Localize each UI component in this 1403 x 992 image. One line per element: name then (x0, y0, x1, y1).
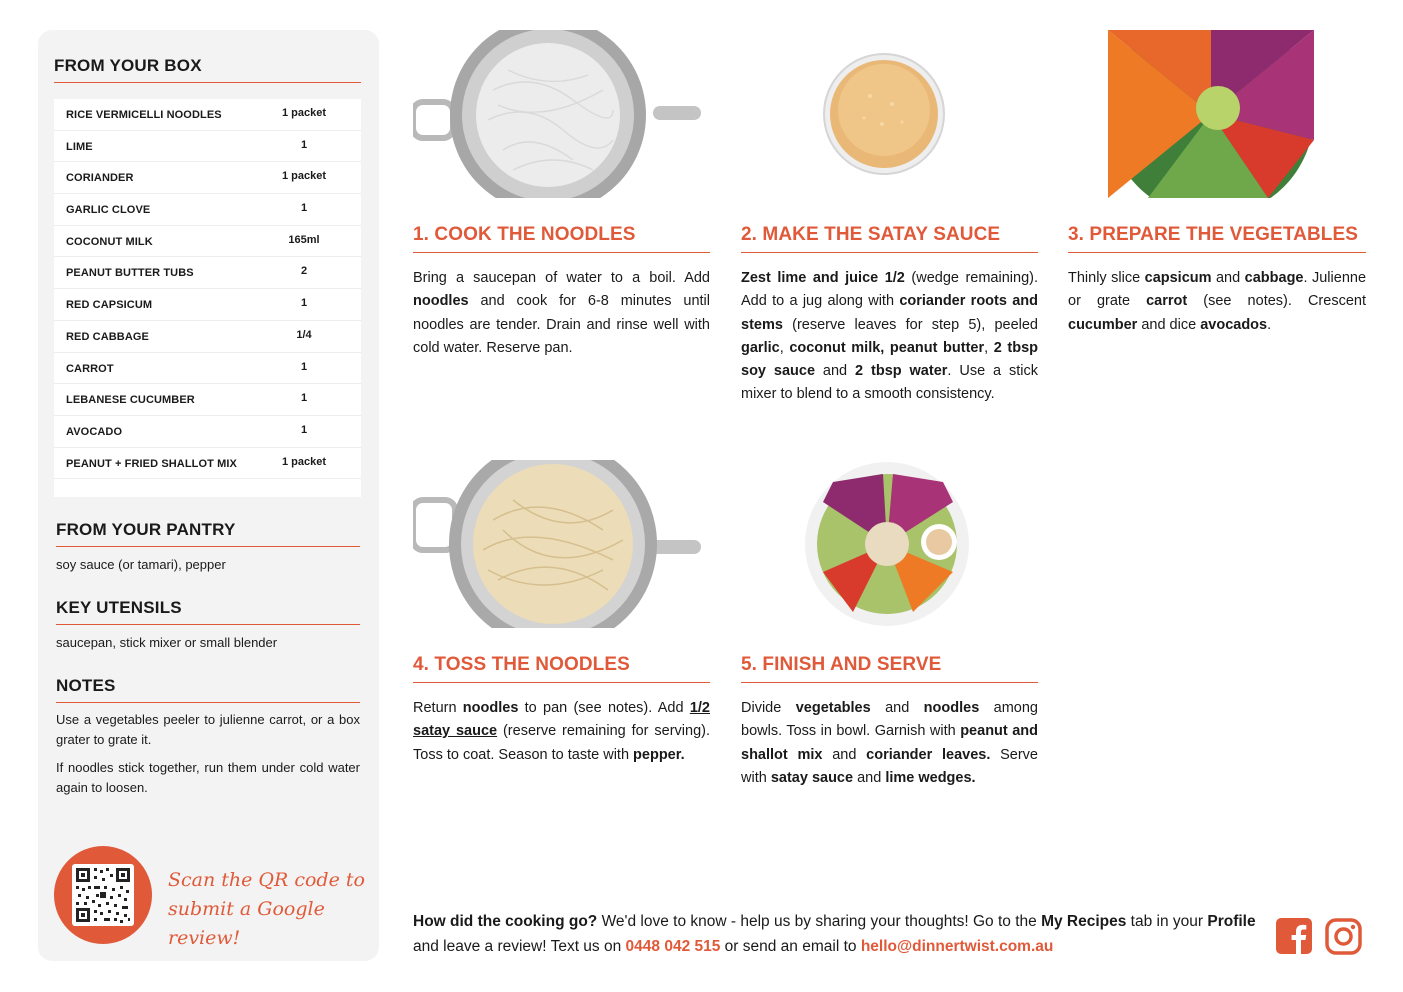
ingredient-name: RED CABBAGE (66, 330, 149, 343)
step-5-title: 5. FINISH AND SERVE (741, 654, 1038, 683)
step-1-title: 1. COOK THE NOODLES (413, 224, 710, 253)
step-1-body: Bring a saucepan of water to a boil. Add noodles and cook for 6-8 minutes until noodles are tender. Drain and rinse well with cold water. Reserve pan. (413, 270, 710, 356)
ingredient-name: RED CAPSICUM (66, 299, 153, 312)
ingredients-table (54, 99, 361, 497)
ingredient-name: PEANUT BUTTER TUBS (66, 267, 194, 280)
ingredient-row: RICE VERMICELLI NOODLES 1 packet (54, 99, 361, 131)
vegetables-bowl-image (1108, 30, 1314, 198)
ingredient-name: CORIANDER (66, 172, 134, 185)
utensils-text: saucepan, stick mixer or small blender (56, 635, 278, 650)
notes-heading: NOTES (56, 676, 360, 703)
step-3-title: 3. PREPARE THE VEGETABLES (1068, 224, 1366, 253)
ingredient-row: LEBANESE CUCUMBER 1 (54, 384, 361, 416)
qr-code (72, 864, 134, 926)
step-4-title: 4. TOSS THE NOODLES (413, 654, 710, 683)
served-bowl-image (803, 462, 971, 627)
qr-code-badge[interactable] (54, 846, 152, 944)
note-2: If noodles stick together, run them under cold water again to loosen. (56, 760, 360, 795)
key-utensils-heading: KEY UTENSILS (56, 598, 360, 625)
ingredient-row: PEANUT BUTTER TUBS 2 (54, 257, 361, 289)
ingredient-row: COCONUT MILK 165ml (54, 226, 361, 258)
ingredient-name: COCONUT MILK (66, 235, 153, 248)
ingredient-name: LIME (66, 140, 93, 153)
step-4-body: Return noodles to pan (see notes). Add 1/2 satay sauce (reserve remaining for serving). Toss to coat. Season to taste with pepper. (413, 700, 710, 763)
email-link[interactable]: hello@dinnertwist.com.au (860, 938, 1054, 955)
ingredient-row: CARROT 1 (54, 353, 361, 385)
pantry-text: soy sauce (or tamari), pepper (56, 557, 226, 572)
ingredient-row: AVOCADO 1 (54, 416, 361, 448)
ingredient-row: RED CAPSICUM 1 (54, 289, 361, 321)
noodles-pot-image (413, 30, 701, 198)
ingredient-name: GARLIC CLOVE (66, 204, 151, 217)
phone-link[interactable]: 0448 042 515 (625, 938, 721, 955)
ingredient-name: PEANUT + FRIED SHALLOT MIX (66, 457, 237, 470)
ingredient-row: CORIANDER 1 packet (54, 162, 361, 194)
note-1: Use a vegetables peeler to julienne carrot, or a box grater to grate it. (56, 712, 360, 747)
step-3-body: Thinly slice capsicum and cabbage. Julienne or grate carrot (see notes). Crescent cucumber and dice avocados. (1068, 270, 1367, 333)
step-2-title: 2. MAKE THE SATAY SAUCE (741, 224, 1038, 253)
feedback-footer: How did the cooking go? We'd love to know - help us by sharing your thoughts! Go to the My Recipes tab in your Profile and leave a review! Text us on 0448 042 515 or send an email to hello@dinnertwist.com.au (413, 913, 1256, 955)
step-2-body: Zest lime and juice 1/2 (wedge remaining). Add to a jug along with coriander roots and stems (reserve leaves for step 5), peeled garlic, coconut milk, peanut butter, 2 tbsp soy sauce and 2 tbsp water. Use a stick mixer to blend to a smooth consistency. (741, 270, 1039, 403)
facebook-icon[interactable] (1276, 918, 1314, 956)
ingredient-row: RED CABBAGE 1/4 (54, 321, 361, 353)
satay-sauce-image (822, 52, 947, 177)
qr-call-to-action: Scan the QR code to submit a Google review! (168, 869, 365, 949)
ingredient-name: LEBANESE CUCUMBER (66, 394, 195, 407)
ingredient-row: GARLIC CLOVE 1 (54, 194, 361, 226)
ingredient-name: RICE VERMICELLI NOODLES (66, 109, 222, 121)
ingredient-name: AVOCADO (66, 425, 123, 438)
ingredient-row: PEANUT + FRIED SHALLOT MIX 1 packet (54, 448, 361, 480)
ingredient-row: LIME 1 (54, 131, 361, 163)
instagram-icon[interactable] (1325, 918, 1363, 956)
ingredient-name: CARROT (66, 362, 114, 375)
from-your-box-heading: FROM YOUR BOX (54, 56, 361, 83)
from-your-pantry-heading: FROM YOUR PANTRY (56, 520, 360, 547)
step-5-body: Divide vegetables and noodles among bowls. Toss in bowl. Garnish with peanut and shallot mix and coriander leaves. Serve with satay sauce and lime wedges. (741, 700, 1039, 786)
tossed-noodles-pot-image (413, 460, 701, 628)
